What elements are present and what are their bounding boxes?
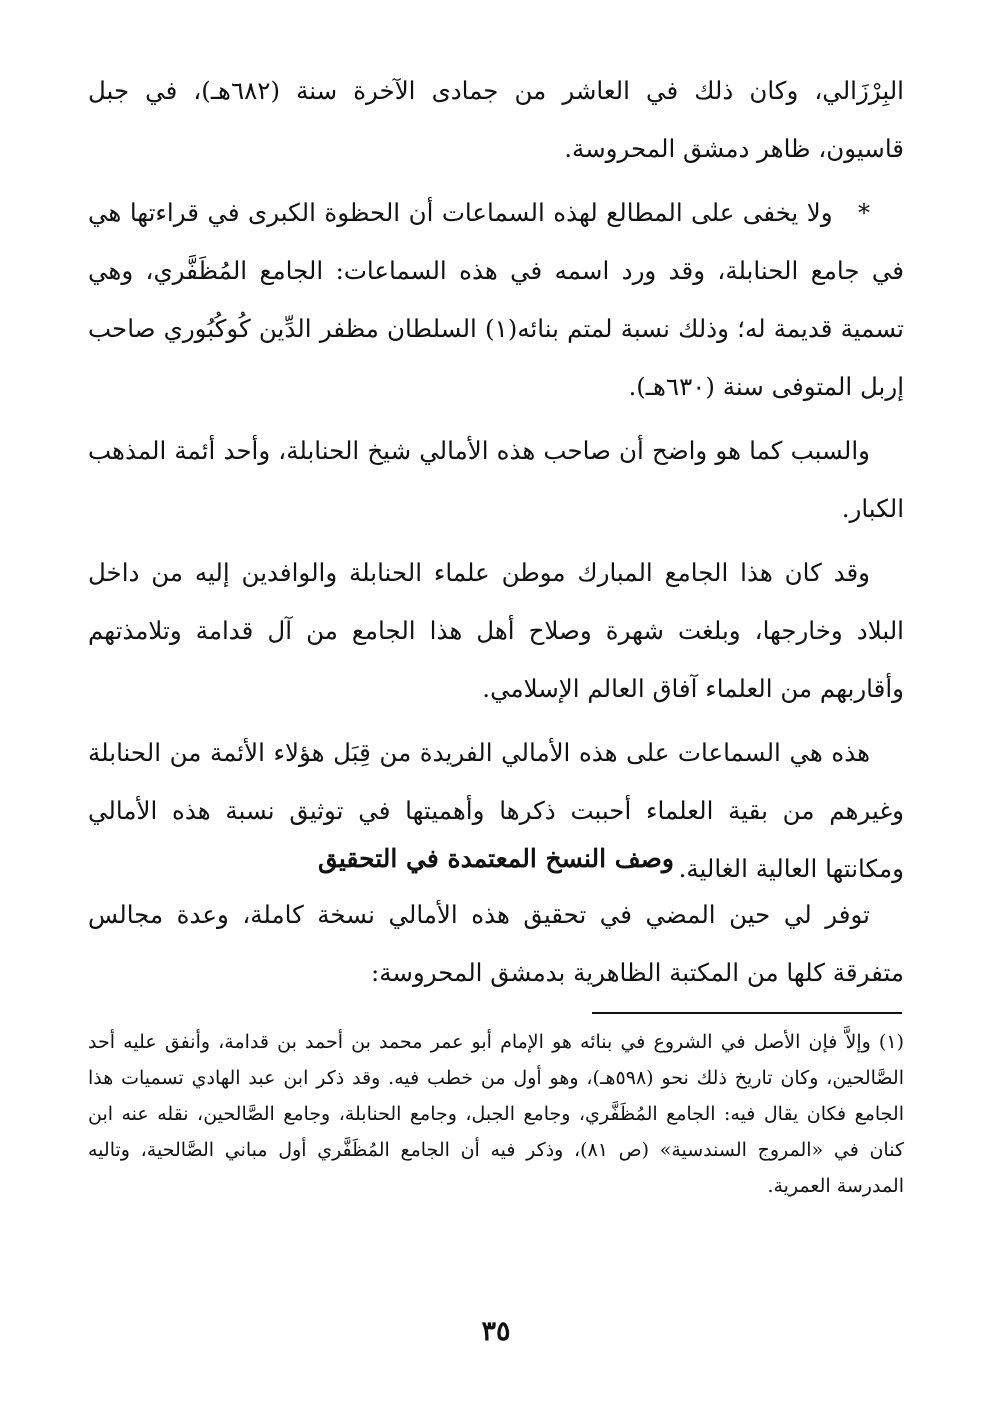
- section-text-block: [88, 886, 904, 1008]
- paragraph-1: البِرْزَالي، وكان ذلك في العاشر من جمادى الآخرة سنة (٦٨٢هـ)، في جبل قاسيون، ظاهر دمشق المحروسة.: [88, 76, 904, 163]
- paragraph-2-text: ولا يخفى على المطالع لهذه السماعات أن الحظوة الكبرى في قراءتها هي في جامع الحنابلة، وقد ورد اسمه في هذه السماعات: الجامع المُظَفَّري، وهي تسمية قديمة له؛ وذلك نسبة لمتم بنائه(١) السلطان مظفر الدِّين كُوكُبُوري صاحب إربل المتوفى سنة (٦٣٠هـ).: [88, 198, 904, 401]
- section-heading: وصف النسخ المعتمدة في التحقيق: [318, 844, 674, 873]
- paragraph-3: والسبب كما هو واضح أن صاحب هذه الأمالي شيخ الحنابلة، وأحد أئمة المذهب الكبار.: [88, 436, 904, 523]
- footnote-separator: [592, 1012, 902, 1014]
- asterisk-marker: *: [858, 199, 870, 227]
- page-number: ٣٥: [481, 1316, 511, 1347]
- main-text-block: [88, 62, 904, 904]
- paragraph-5: هذه هي السماعات على هذه الأمالي الفريدة من قِبَل هؤلاء الأئمة من الحنابلة وغيرهم من بقية العلماء أحببت ذكرها وأهميتها في توثيق نسبة هذه الأمالي ومكانتها العالية الغالية.: [88, 738, 904, 883]
- footnote-1: (١) وإلاَّ فإن الأصل في الشروع في بنائه هو الإمام أبو عمر محمد بن أحمد بن قدامة، وأنفق عليه أحد الصَّالحين، وكان تاريخ ذلك نحو (٥٩٨هـ)، وهو أول من خطب فيه. وقد ذكر ابن عبد الهادي تسميات هذا الجامع فكان يقال فيه: الجامع المُظَفَّري، وجامع الجبل، وجامع الحنابلة، وجامع الصَّالحين، نقله عنه ابن كنان في «المروج السندسية» (ص ٨١)، وذكر فيه أن الجامع المُظَفَّري أول مباني الصَّالحية، وتاليه المدرسة العمرية.: [88, 1031, 904, 1197]
- paragraph-4: وقد كان هذا الجامع المبارك موطن علماء الحنابلة والوافدين إليه من داخل البلاد وخارجها، وبلغت شهرة وصلاح أهل هذا الجامع من آل قدامة وتلامذتهم وأقاربهم من العلماء آفاق العالم الإسلامي.: [88, 558, 904, 703]
- paragraph-2: [88, 184, 904, 416]
- section-paragraph-1: توفر لي حين المضي في تحقيق هذه الأمالي نسخة كاملة، وعدة مجالس متفرقة كلها من المكتبة الظاهرية بدمشق المحروسة:: [88, 900, 904, 987]
- footnote-block: [88, 1024, 904, 1204]
